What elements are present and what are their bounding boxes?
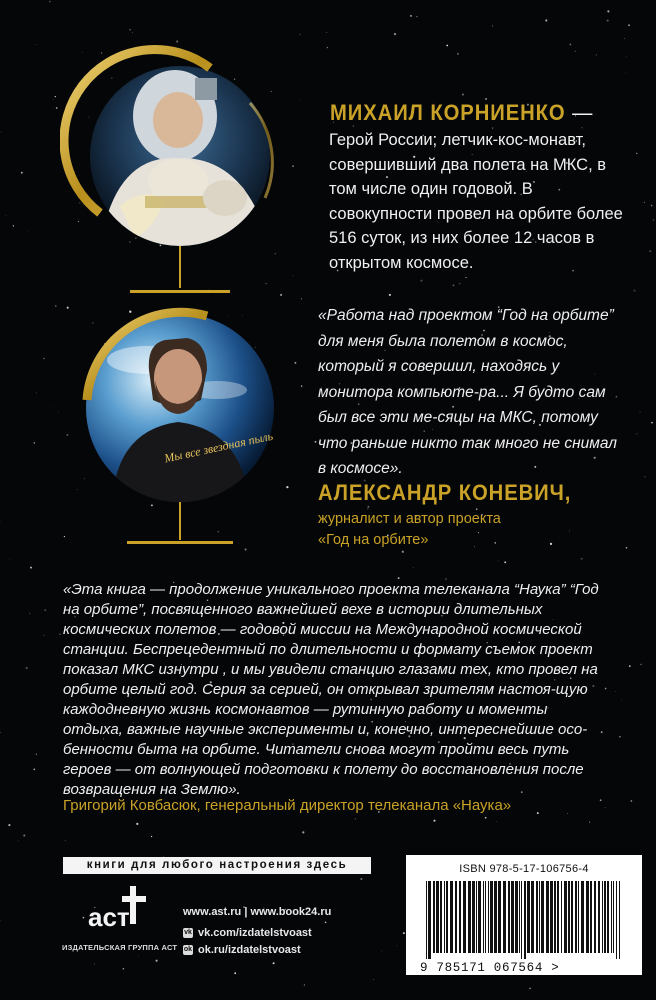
producer-quote: «Эта книга — продолжение уникального проекта телеканала “Наука” “Год на орбите”, посвященного важнейшей вехе в истории длительных космических полетов — годовой миссии на Международной космической станции. Беспрецедентный по длительности и формату съемок проект показал МКС изнутри , и мы увидели станцию глазами тех, кто провел на орбите целый год. Серия за серией, он открывал зрителям настоя-щую каждодневную жизнь космонавтов — рутинную работу и моменты отдыха, важные научные эксперименты и, конечно, интереснейшие осо-бенности быта на орбите. Читатели снова могут пройти весь путь героев — от волнующей подготовки к полету до восстановления после возвращения на Землю». [63,581,599,798]
star [626,56,627,57]
barcode-bar [581,881,584,953]
barcode-bar [613,881,614,953]
ok-link[interactable] [183,944,301,956]
barcode-bar [541,881,544,953]
star [0,131,1,132]
star [624,38,625,39]
star [607,10,609,12]
barcode-bar [524,881,526,959]
star [234,972,236,974]
journalist-portrait [57,300,307,550]
isbn-number: ISBN 978-5-17-106756-4 [459,863,589,875]
barcode-bars [424,881,624,959]
barcode-bar [440,881,442,953]
star [299,34,301,36]
vk-icon: vk [184,929,192,936]
barcode-bar [564,881,567,953]
star [326,32,327,33]
star [9,560,10,561]
star [633,289,635,291]
barcode-bar [450,881,453,953]
star [29,613,30,614]
star [156,960,158,962]
star [18,840,19,841]
star [545,19,547,21]
author2-role: журналист и автор проекта «Год на орбите» [318,511,501,548]
slogan-banner: книги для любого настроения здесь [63,857,371,874]
star [615,691,616,692]
vk-link-text: vk.com/izdatelstvoast [198,927,312,939]
star [138,956,139,957]
author1-name: МИХАИЛ КОРНИЕНКО — [330,100,594,125]
star [462,93,464,95]
barcode-bar [568,881,570,953]
star [485,817,487,819]
star [465,277,466,278]
star [396,945,397,946]
barcode-bar [436,881,439,953]
star [636,153,637,154]
star [327,47,328,48]
star [653,219,655,221]
star [492,25,493,26]
star [504,561,506,563]
star [13,225,14,226]
barcode-bar [531,881,534,953]
star [367,506,369,508]
barcode-bar [539,881,540,953]
star [52,108,53,109]
barcode-bar [557,881,559,953]
star [36,44,37,45]
star [56,107,58,109]
barcode-digits: 9 785171 067564 > [420,961,560,975]
star [645,476,646,477]
star [619,736,621,738]
barcode-bar [527,881,530,953]
star [44,609,46,611]
star [30,567,32,569]
star [639,412,640,413]
star [398,577,400,579]
ast-logo-text: аст [88,902,130,932]
star [26,667,28,669]
barcode-bar [476,881,477,953]
publisher-name: ИЗДАТЕЛЬСКАЯ ГРУППА АСТ [62,943,178,952]
star [381,951,382,952]
star [420,280,422,282]
star [410,15,412,17]
barcode-bar [536,881,538,953]
star [446,45,448,47]
star [403,932,405,934]
barcode-bar [571,881,573,953]
barcode-bar [472,881,475,953]
star [8,824,10,826]
star [631,800,633,802]
t-shirt-text: Мы все звездная пыль [162,428,275,466]
barcode-bar [578,881,579,953]
star [640,664,641,665]
barcode-bar [485,881,486,953]
star [43,635,44,636]
barcode-bar [433,881,435,953]
astronaut-portrait [60,38,305,298]
star [360,878,362,880]
barcode-bar [426,881,427,959]
star [499,275,500,276]
website-links[interactable]: www.ast.ru | www.book24.ru [183,906,332,918]
barcode-bar [602,881,603,953]
barcode-bar [455,881,457,953]
barcode-bar [590,881,592,953]
barcode-bar [519,881,520,953]
barcode-bar [488,881,489,953]
star [413,567,414,568]
star [389,294,391,296]
star [129,29,130,30]
star [581,559,582,560]
ast-logo [86,882,156,938]
author2-name: АЛЕКСАНДР КОНЕВИЧ, [318,480,572,505]
star [605,688,607,690]
star [21,172,23,174]
star [498,560,499,561]
star [596,54,597,55]
star [575,51,576,52]
star [65,840,66,841]
star [83,917,85,919]
ok-link-text: ok.ru/izdatelstvoast [198,944,301,956]
star [304,984,305,985]
barcode-bar [459,881,461,953]
star [53,99,54,100]
star [324,122,325,123]
star [325,921,327,923]
star [49,1,51,3]
barcode-bar [611,881,612,953]
star [55,96,56,97]
star [27,231,28,232]
star [433,820,435,822]
barcode-bar [494,881,497,953]
star [581,558,582,559]
star [302,831,304,833]
star [636,433,637,434]
barcode-bar [607,881,609,953]
star [621,699,622,700]
star [529,988,531,990]
star [0,920,1,921]
isbn-barcode [406,855,642,975]
barcode-bar [619,881,620,959]
star [628,24,630,26]
star [0,732,1,733]
star [453,285,455,287]
barcode-bar [594,881,596,953]
barcode-bar [554,881,556,953]
star [132,32,133,33]
barcode-bar [575,881,577,953]
barcode-bar [550,881,553,953]
star [273,962,275,964]
star [36,754,37,755]
star [496,821,497,822]
star [43,358,44,359]
star [373,979,374,980]
producer-quote-attribution: Григорий Ковбасюк, генеральный директор телеканала «Наука» [63,797,512,814]
star [651,205,653,207]
star [36,393,37,394]
star [151,836,152,837]
barcode-bar [444,881,445,953]
star [459,283,460,284]
barcode-bar [468,881,471,953]
barcode-bar [503,881,506,953]
barcode-bar [586,881,589,953]
barcode-bar [515,881,518,953]
star [23,834,25,836]
barcode-bar [498,881,501,953]
barcode-bar [546,881,549,953]
star [123,968,125,970]
barcode-bar [561,881,562,953]
barcode-bar [478,881,481,953]
vk-link[interactable] [183,927,312,939]
barcode-bar [483,881,484,953]
barcode-bar [490,881,493,953]
barcode-bar [616,881,617,959]
star [34,442,36,444]
barcode-bar [508,881,510,953]
star [355,818,356,819]
author1-bio: Герой России; летчик-кос-монавт, совершивший два полета на МКС, в том числе один годовой. В совокупности провел на орбите более 516 суток, из них более 12 часов в открытом космосе. [329,131,623,272]
author2-quote: «Работа над проектом “Год на орбите” для меня была полетом в космос, который я совершил, находясь у монитора компьюте-ра... Я будто сам был все эти ме-сяцы на МКС, потому что раньше никто так много не снимал в космосе». [318,307,618,477]
barcode-bar [446,881,448,953]
barcode-bar [463,881,466,953]
star [626,547,628,549]
star [94,964,95,965]
star [51,406,52,407]
star [569,43,571,45]
star [59,634,60,635]
ok-icon: ok [183,946,193,953]
star [33,769,35,771]
star [416,16,418,18]
barcode-bar [521,881,522,959]
star [315,441,317,443]
barcode-bar [604,881,606,953]
star [629,665,631,667]
star [457,53,459,55]
barcode-bar [511,881,514,953]
barcode-bar [428,881,431,959]
star [651,422,653,424]
star [649,250,651,252]
star [607,20,609,22]
star [589,822,590,823]
star [136,823,138,825]
star [394,33,396,35]
star [625,72,626,73]
star [6,215,7,216]
star [644,202,645,203]
barcode-bar [598,881,600,953]
